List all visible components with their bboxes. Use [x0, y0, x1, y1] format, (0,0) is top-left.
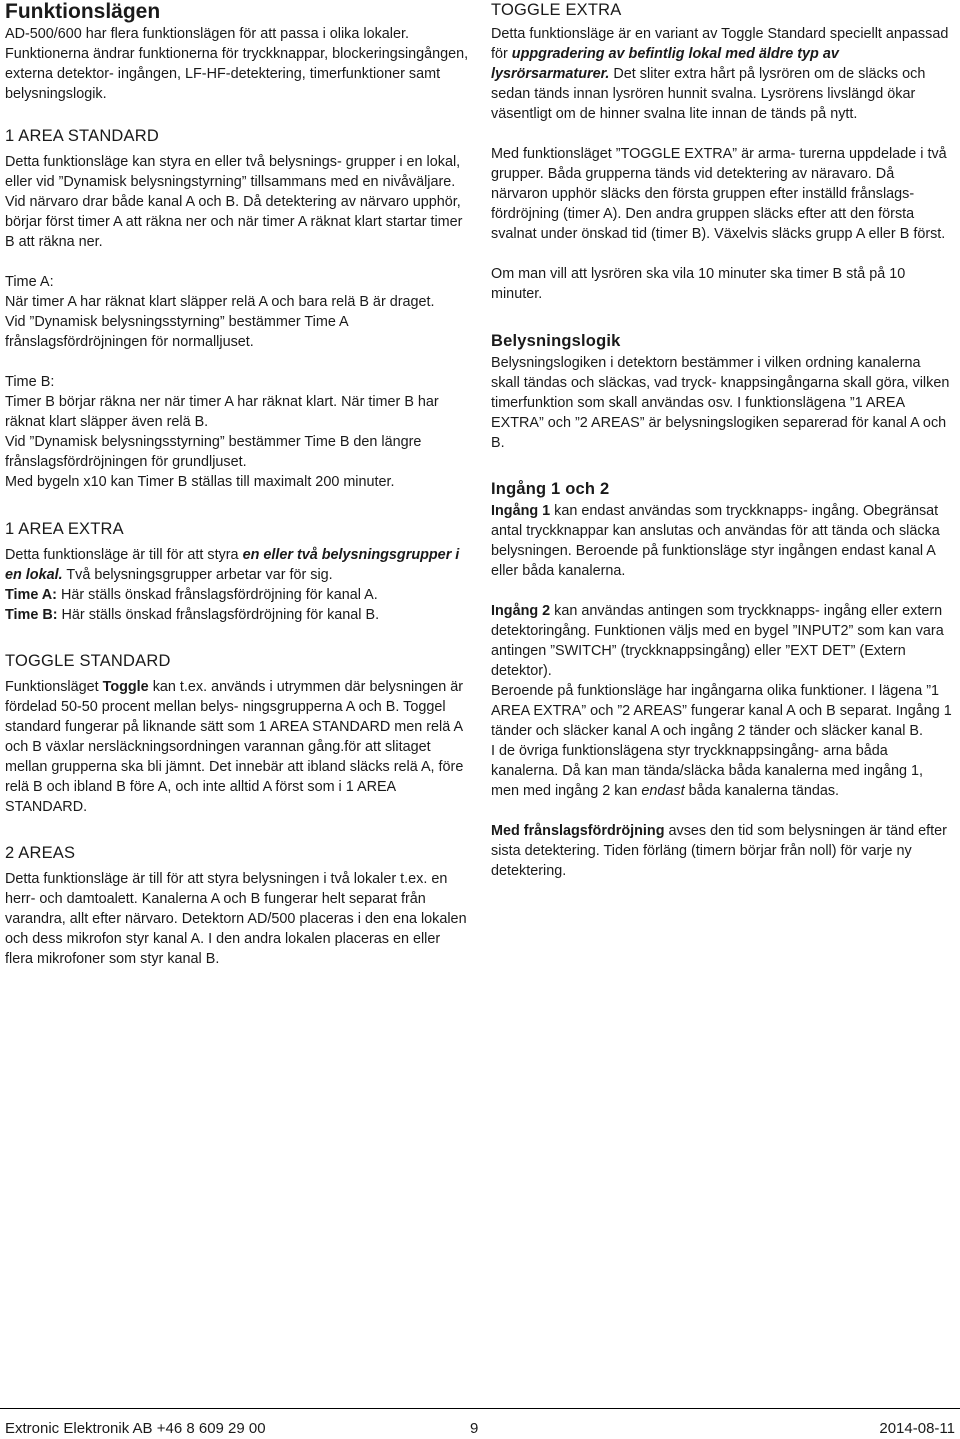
paragraph: Time A: Här ställs önskad frånslagsfördröjning för kanal A. — [5, 587, 378, 603]
right-column — [491, 0, 953, 881]
footer-page-number: 9 — [470, 1420, 479, 1437]
subheading-time-b: Time B: — [5, 374, 55, 390]
section-heading-2-areas: 2 AREAS — [5, 844, 76, 862]
paragraph: Med funktionsläget ”TOGGLE EXTRA” är arma- turerna uppdelade i två grupper. Båda grupperna tänds vid detektering av näravaro. Då närvaron upphör släcks den första gruppen efter inställd frånslags- fördröjning (timer A). Den andra gruppen släcks efter att den första svalnat under önskad tid (timer B). Växelvis släcks grupp A eller B först. — [491, 146, 947, 242]
paragraph: Vid ”Dynamisk belysningsstyrning” bestämmer Time B den längre frånslagsfördröjningen för grundljuset. — [5, 434, 422, 470]
section-heading-belysningslogik: Belysningslogik — [491, 332, 621, 350]
section-heading-1-area-extra: 1 AREA EXTRA — [5, 520, 124, 538]
paragraph: Ingång 2 kan användas antingen som tryckknapps- ingång eller extern detektoringång. Funktionen väljs med en bygel ”INPUT2” som kan vara antingen ”SWITCH” (tryckknappsingång) eller ”EXT DET” (Extern detektor). — [491, 603, 944, 679]
paragraph: När timer A har räknat klart släpper relä A och bara relä B är draget. — [5, 294, 435, 310]
footer-company: Extronic Elektronik AB +46 8 609 29 00 — [5, 1420, 266, 1437]
section-heading-toggle-extra: TOGGLE EXTRA — [491, 1, 622, 19]
paragraph: Ingång 1 kan endast användas som tryckknapps- ingång. Obegränsat antal tryckknappar kan anslutas och användas för att tända och släcka belysningen. Beroende på funktionsläge styr ingången endast kanal A eller båda kanalerna. — [491, 503, 940, 579]
paragraph: Timer B börjar räkna ner när timer A har räknat klart. När timer B har räknat klart släpper även relä B. — [5, 394, 439, 430]
paragraph: Om man vill att lysrören ska vila 10 minuter ska timer B stå på 10 minuter. — [491, 266, 906, 302]
paragraph: Med frånslagsfördröjning avses den tid som belysningen är tänd efter sista detektering. Tiden förläng (timern börjar från noll) för varje ny detektering. — [491, 823, 947, 879]
paragraph: Detta funktionsläge kan styra en eller två belysnings- grupper i en lokal, eller vid ”Dynamisk belysningstyrning” tillsammans med en nivåväljare. — [5, 154, 461, 190]
paragraph: Detta funktionsläge är en variant av Toggle Standard speciellt anpassad för uppgradering av befintlig lokal med äldre typ av lysrörsarmaturer. Det sliter extra hårt på lysrören om de släcks och sedan tänds innan lysrören hunnit svalna. Lysrörens livslängd ökar väsentligt om de hinner svalna lite innan de tänds på nytt. — [491, 26, 949, 122]
subheading-time-a: Time A: — [5, 274, 54, 290]
section-heading-1-area-standard: 1 AREA STANDARD — [5, 127, 159, 145]
paragraph: Med bygeln x10 kan Timer B ställas till maximalt 200 minuter. — [5, 474, 395, 490]
footer-rule — [0, 1408, 960, 1409]
paragraph: Vid ”Dynamisk belysningsstyrning” bestämmer Time A frånslagsfördröjningen för normalljuset. — [5, 314, 348, 350]
paragraph: Time B: Här ställs önskad frånslagsfördröjning för kanal B. — [5, 607, 380, 623]
page-title: Funktionslägen — [5, 0, 161, 23]
paragraph: Beroende på funktionsläge har ingångarna olika funktioner. I lägena ”1 AREA EXTRA” och ”2 AREAS” fungerar kanal A och B separat. Ingång 1 tänder och släcker kanal A och ingång 2 tänder och släcker kanal B. — [491, 683, 952, 739]
footer-date: 2014-08-11 — [879, 1420, 955, 1437]
left-column — [5, 0, 470, 969]
paragraph: Vid närvaro drar både kanal A och B. Då detektering av närvaro upphör, börjar först timer A att räkna ner och när timer A räknat klart startar timer B att räkna ner. — [5, 194, 463, 250]
section-heading-ingang: Ingång 1 och 2 — [491, 480, 610, 498]
section-heading-toggle-standard: TOGGLE STANDARD — [5, 652, 171, 670]
intro-paragraph: AD-500/600 har flera funktionslägen för att passa i olika lokaler. Funktionerna ändrar funktionerna för tryckknappar, blockeringsingången, externa detektor- ingången, LF-HF-detektering, timerfunktioner samt belysningslogik. — [5, 26, 469, 102]
paragraph: Detta funktionsläge är till för att styra en eller två belysningsgrupper i en lokal. Två belysningsgrupper arbetar var för sig. — [5, 547, 460, 583]
paragraph: Detta funktionsläge är till för att styra belysningen i två lokaler t.ex. en herr- och damtoalett. Kanalerna A och B fungerar helt separat från varandra, allt efter närvaro. Detektorn AD/500 placeras i den ena lokalen och dess mikrofon styr kanal A. I den andra lokalen placeras en eller flera mikrofoner som styr kanal B. — [5, 871, 467, 967]
paragraph: Funktionsläget Toggle kan t.ex. används i utrymmen där belysningen är fördelad 50-50 procent mellan belys- ningsgrupperna A och B. Toggel standard fungerar på liknande sätt som 1 AREA STANDARD men relä A och B växlar nersläckningsordningen varannan gång.för att slitaget mellan grupperna ska bli jämnt. Det innebär att ibland släcks relä A, före relä B och ibland B före A, och inte alltid A först som i 1 AREA STANDARD. — [5, 679, 464, 815]
paragraph: I de övriga funktionslägena styr tryckknappsingång- arna båda kanalerna. Då kan man tända/släcka båda kanalerna med ingång 1, men med ingång 2 kan endast båda kanalerna tändas. — [491, 743, 924, 799]
paragraph: Belysningslogiken i detektorn bestämmer i vilken ordning kanalerna skall tändas och släckas, vad tryck- knappsingångarna skall göra, vilken timerfunktion som skall användas osv. I funktionslägena ”1 AREA EXTRA” och ”2 AREAS” är belysningslogiken separerad för kanal A och B. — [491, 355, 950, 451]
